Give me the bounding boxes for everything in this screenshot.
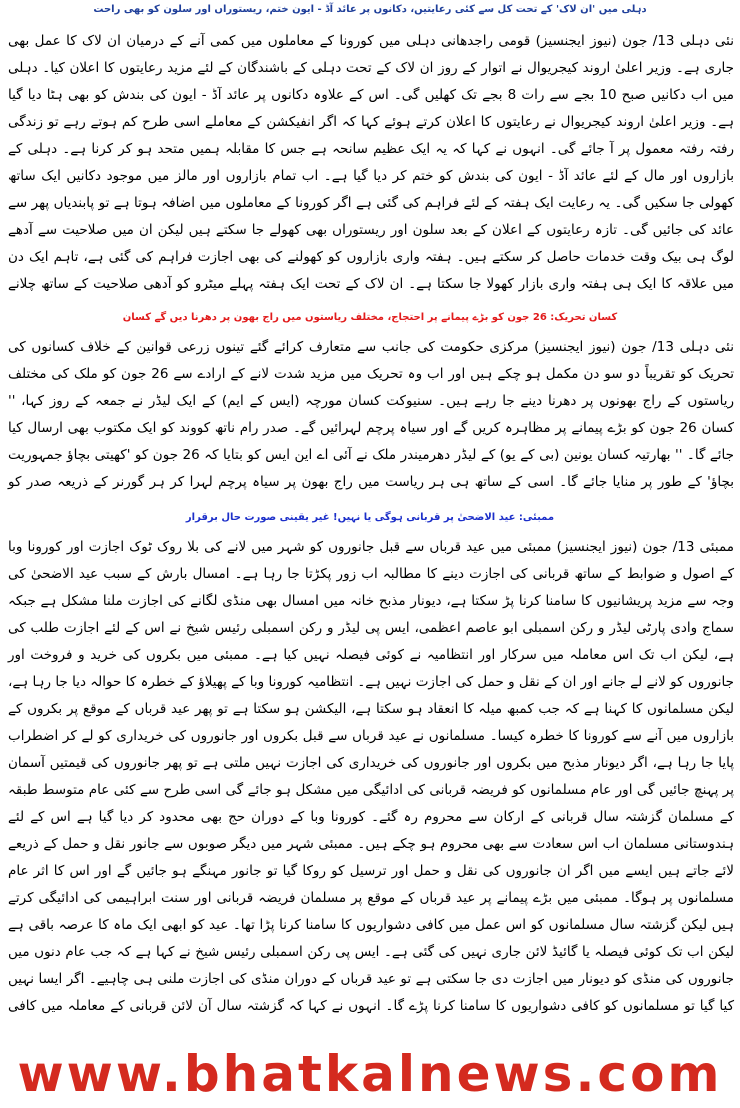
headline-mumbai-eid: ممبئی: عید الاضحیٰ پر قربانی ہوگی یا نہیں! غیر یقینی صورت حال برقرار — [185, 512, 555, 523]
body-delhi-unlock: نئی دہلی 13/ جون (نیوز ایجنسیز) قومی راجدھانی دہلی میں کورونا کے معاملوں میں کمی آنے کے درمیان ان لاک کا عمل بھی جاری ہے۔ وزیر اعلیٰ اروند کیجریوال نے اتوار کے روز ان لاک کے تحت دہلی کے باشندگان کے لئے مزید رعایتوں کا اعلان کیا۔ دہلی میں اب دکانیں صبح 10 بجے سے رات 8 بجے تک کھلیں گی۔ اس کے علاوہ دکانوں پر عائد آڈ - ایون کی بندش کو بھی ہٹا دیا گیا ہے۔ وزیر اعلیٰ اروند کیجریوال نے رعایتوں کا اعلان کرتے ہوئے کہا کہ اگر انفیکشن کے معاملے اسی طرح کم ہوتے رہے تو زندگی رفتہ رفتہ معمول پر آ جائے گی۔ انہوں نے کہا کہ یہ ایک عظیم سانحہ ہے جس کا مقابلہ ہمیں متحد ہو کر کرنا ہے۔ دہلی کے بازاروں اور مال کے لئے عائد آڈ - ایون کی بندش کو ختم کر دیا گیا ہے۔ اب تمام بازاروں اور مالز میں موجود دکانیں ایک ساتھ کھولی جا سکیں گی۔ یہ رعایت ایک ہفتہ کے لئے فراہم کی گئی ہے اگر کورونا کے معاملوں میں اضافہ ہوتا ہے تو پابندیاں پھر سے عائد کی جائیں گی۔ تازہ رعایتوں کے اعلان کے بعد سلون اور ریستوراں بھی کھولے جا سکتے ہیں لیکن ان میں صلاحیت سے آدھے لوگ ہی بیک وقت خدمات حاصل کر سکتے ہیں۔ ہفتہ واری بازاروں کو کھولنے کی بھی اجازت فراہم کی گئی ہے، تاہم ایک دن میں علاقہ کا ایک ہی ہفتہ واری بازار کھولا جا سکتا ہے۔ ان لاک کے تحت ایک ہفتہ پہلے میٹرو کو آدھی صلاحیت کے ساتھ چلانے — [8, 32, 735, 292]
article-mumbai-eid — [0, 512, 740, 1024]
article-farmers-protest — [0, 312, 740, 496]
website-footer: www.bhatkalnews.com — [17, 1045, 723, 1103]
headline-delhi-unlock: دہلی میں 'ان لاک' کے تحت کل سے کئی رعایتیں، دکانوں پر عائد آڈ - ایون ختم، ریستوراں اور سلون کو بھی راحت — [93, 4, 647, 15]
body-mumbai-eid: ممبئی 13/ جون (نیوز ایجنسیز) ممبئی میں عید قرباں سے قبل جانوروں کو شہر میں لانے کی بلا روک ٹوک اجازت اور کورونا وبا کے اصول و ضوابط کے ساتھ قربانی کی اجازت دینے کا مطالبہ اب زور پکڑتا جا رہا ہے۔ امسال بارش کے سبب عید الاضحیٰ کی وجہ سے مزید پریشانیوں کا سامنا کرنا پڑ سکتا ہے، دیونار مذبح خانہ میں امسال بھی منڈی لگانے کی اجازت ملنا مشکل ہے جبکہ سماج وادی پارٹی لیڈر و رکن اسمبلی ابو عاصم اعظمی، ایس پی لیڈر و رکن اسمبلی رئیس شیخ نے اس کے لئے اجازت طلب کی ہے، لیکن اب تک اس معاملہ میں سرکار اور انتظامیہ نے کوئی فیصلہ نہیں کیا ہے۔ ممبئی میں بکروں کی خرید و فروخت اور جانوروں کو لانے لے جانے اور ان کے نقل و حمل کی اجازت نہیں ہے۔ انتظامیہ کورونا وبا کے پھیلاؤ کے خطرہ کا حوالہ دیا جا رہا ہے، لیکن مسلمانوں کا کہنا ہے کہ جب کمبھ میلہ کا انعقاد ہو سکتا ہے، الیکشن ہو سکتا ہے تو پھر عید قرباں کے موقع پر بکروں کے بازاروں میں آنے سے کورونا کا خطرہ کیسا۔ مسلمانوں نے عید قرباں سے قبل بکروں اور جانوروں کی خریداری کو لے کر اضطراب پایا جا رہا ہے، اگر دیونار مذبح میں بکروں اور جانوروں کی خریداری کی اجازت نہیں ملتی ہے تو پھر جانوروں کی قیمتیں آسمان پر پہنچ جائیں گی اور عام مسلمانوں کو فریضہ قربانی کی ادائیگی میں مشکل ہو جائے گی اسی طرح سے کئی عام متوسط طبقہ کے مسلمان گزشتہ سال قربانی کے ارکان سے محروم رہ گئے۔ کورونا وبا کے دوران حج بھی محدود کر دیا گیا ہے اس کے لئے ہندوستانی مسلمان اب اس سعادت سے بھی محروم ہو چکے ہیں۔ ممبئی شہر میں دیگر صوبوں سے جانور نقل و حمل کے ذریعے لائے جاتے ہیں ایسے میں اگر ان جانوروں کی نقل و حمل اور ترسیل کو روکا گیا تو جانور مہنگے ہو جائیں گے اور اس کا اثر عام مسلمانوں پر ہوگا۔ ممبئی میں بڑے پیمانے پر عید قرباں کے موقع پر مسلمان فریضہ قربانی اور سنت ابراہیمی کی ادائیگی کرتے ہیں لیکن گزشتہ سال مسلمانوں کو اس عمل میں کافی دشواریوں کا سامنا کرنا پڑا تھا۔ عید کو ابھی ایک ماہ کا عرصہ باقی ہے لیکن اب تک کوئی فیصلہ یا گائیڈ لائن جاری نہیں کی گئی ہے۔ ایس پی رکن اسمبلی رئیس شیخ نے کہا ہے کہ جب عام دنوں میں جانوروں کی منڈی کو دیونار میں اجازت دی جا سکتی ہے تو عید قرباں کے دوران منڈی کی اجازت ملنی ہی چاہیے۔ اگر ایسا نہیں کیا گیا تو مسلمانوں کو کافی دشواریوں کا سامنا کرنا پڑے گا۔ انہوں نے کہا کہ گزشتہ سال آن لائن قربانی کے معاملہ میں کافی — [8, 538, 734, 1014]
article-delhi-unlock — [0, 4, 740, 296]
headline-farmers-protest: کسان تحریک: 26 جون کو بڑے پیمانے پر احتجاج، مختلف ریاستوں میں راج بھون پر دھرنا دیں گے کسان — [122, 312, 618, 323]
body-farmers-protest: نئی دہلی 13/ جون (نیوز ایجنسیز) مرکزی حکومت کی جانب سے متعارف کرائے گئے تینوں زرعی قوانین کے خلاف کسانوں کی تحریک کو تقریباً دو سو دن مکمل ہو چکے ہیں اور اب وہ تحریک میں مزید شدت لانے کے ارادے سے 26 جون کو ملک کی مختلف ریاستوں کے راج بھونوں پر دھرنا دینے جا رہے ہیں۔ سنیوکت کسان مورچہ (ایس کے ایم) کے ایک لیڈر نے جمعہ کے روز کہا، '' کسان 26 جون کو بڑے پیمانے پر مظاہرہ کریں گے اور سیاہ پرچم لہرائیں گے۔ صدر رام ناتھ کووند کو ایک مکتوب بھی ارسال کیا جائے گا۔ '' بھارتیہ کسان یونین (بی کے یو) کے لیڈر دھرمیندر ملک نے آئی اے این ایس کو بتایا کہ 26 جون کو 'کھیتی بچاؤ جمہوریت بچاؤ' کے طور پر منایا جائے گا۔ اسی کے ساتھ ہی ہر ریاست میں راج بھون پر سیاہ پرچم لہرا کر ہر گورنر کے ذریعہ صدر کو — [8, 338, 735, 490]
